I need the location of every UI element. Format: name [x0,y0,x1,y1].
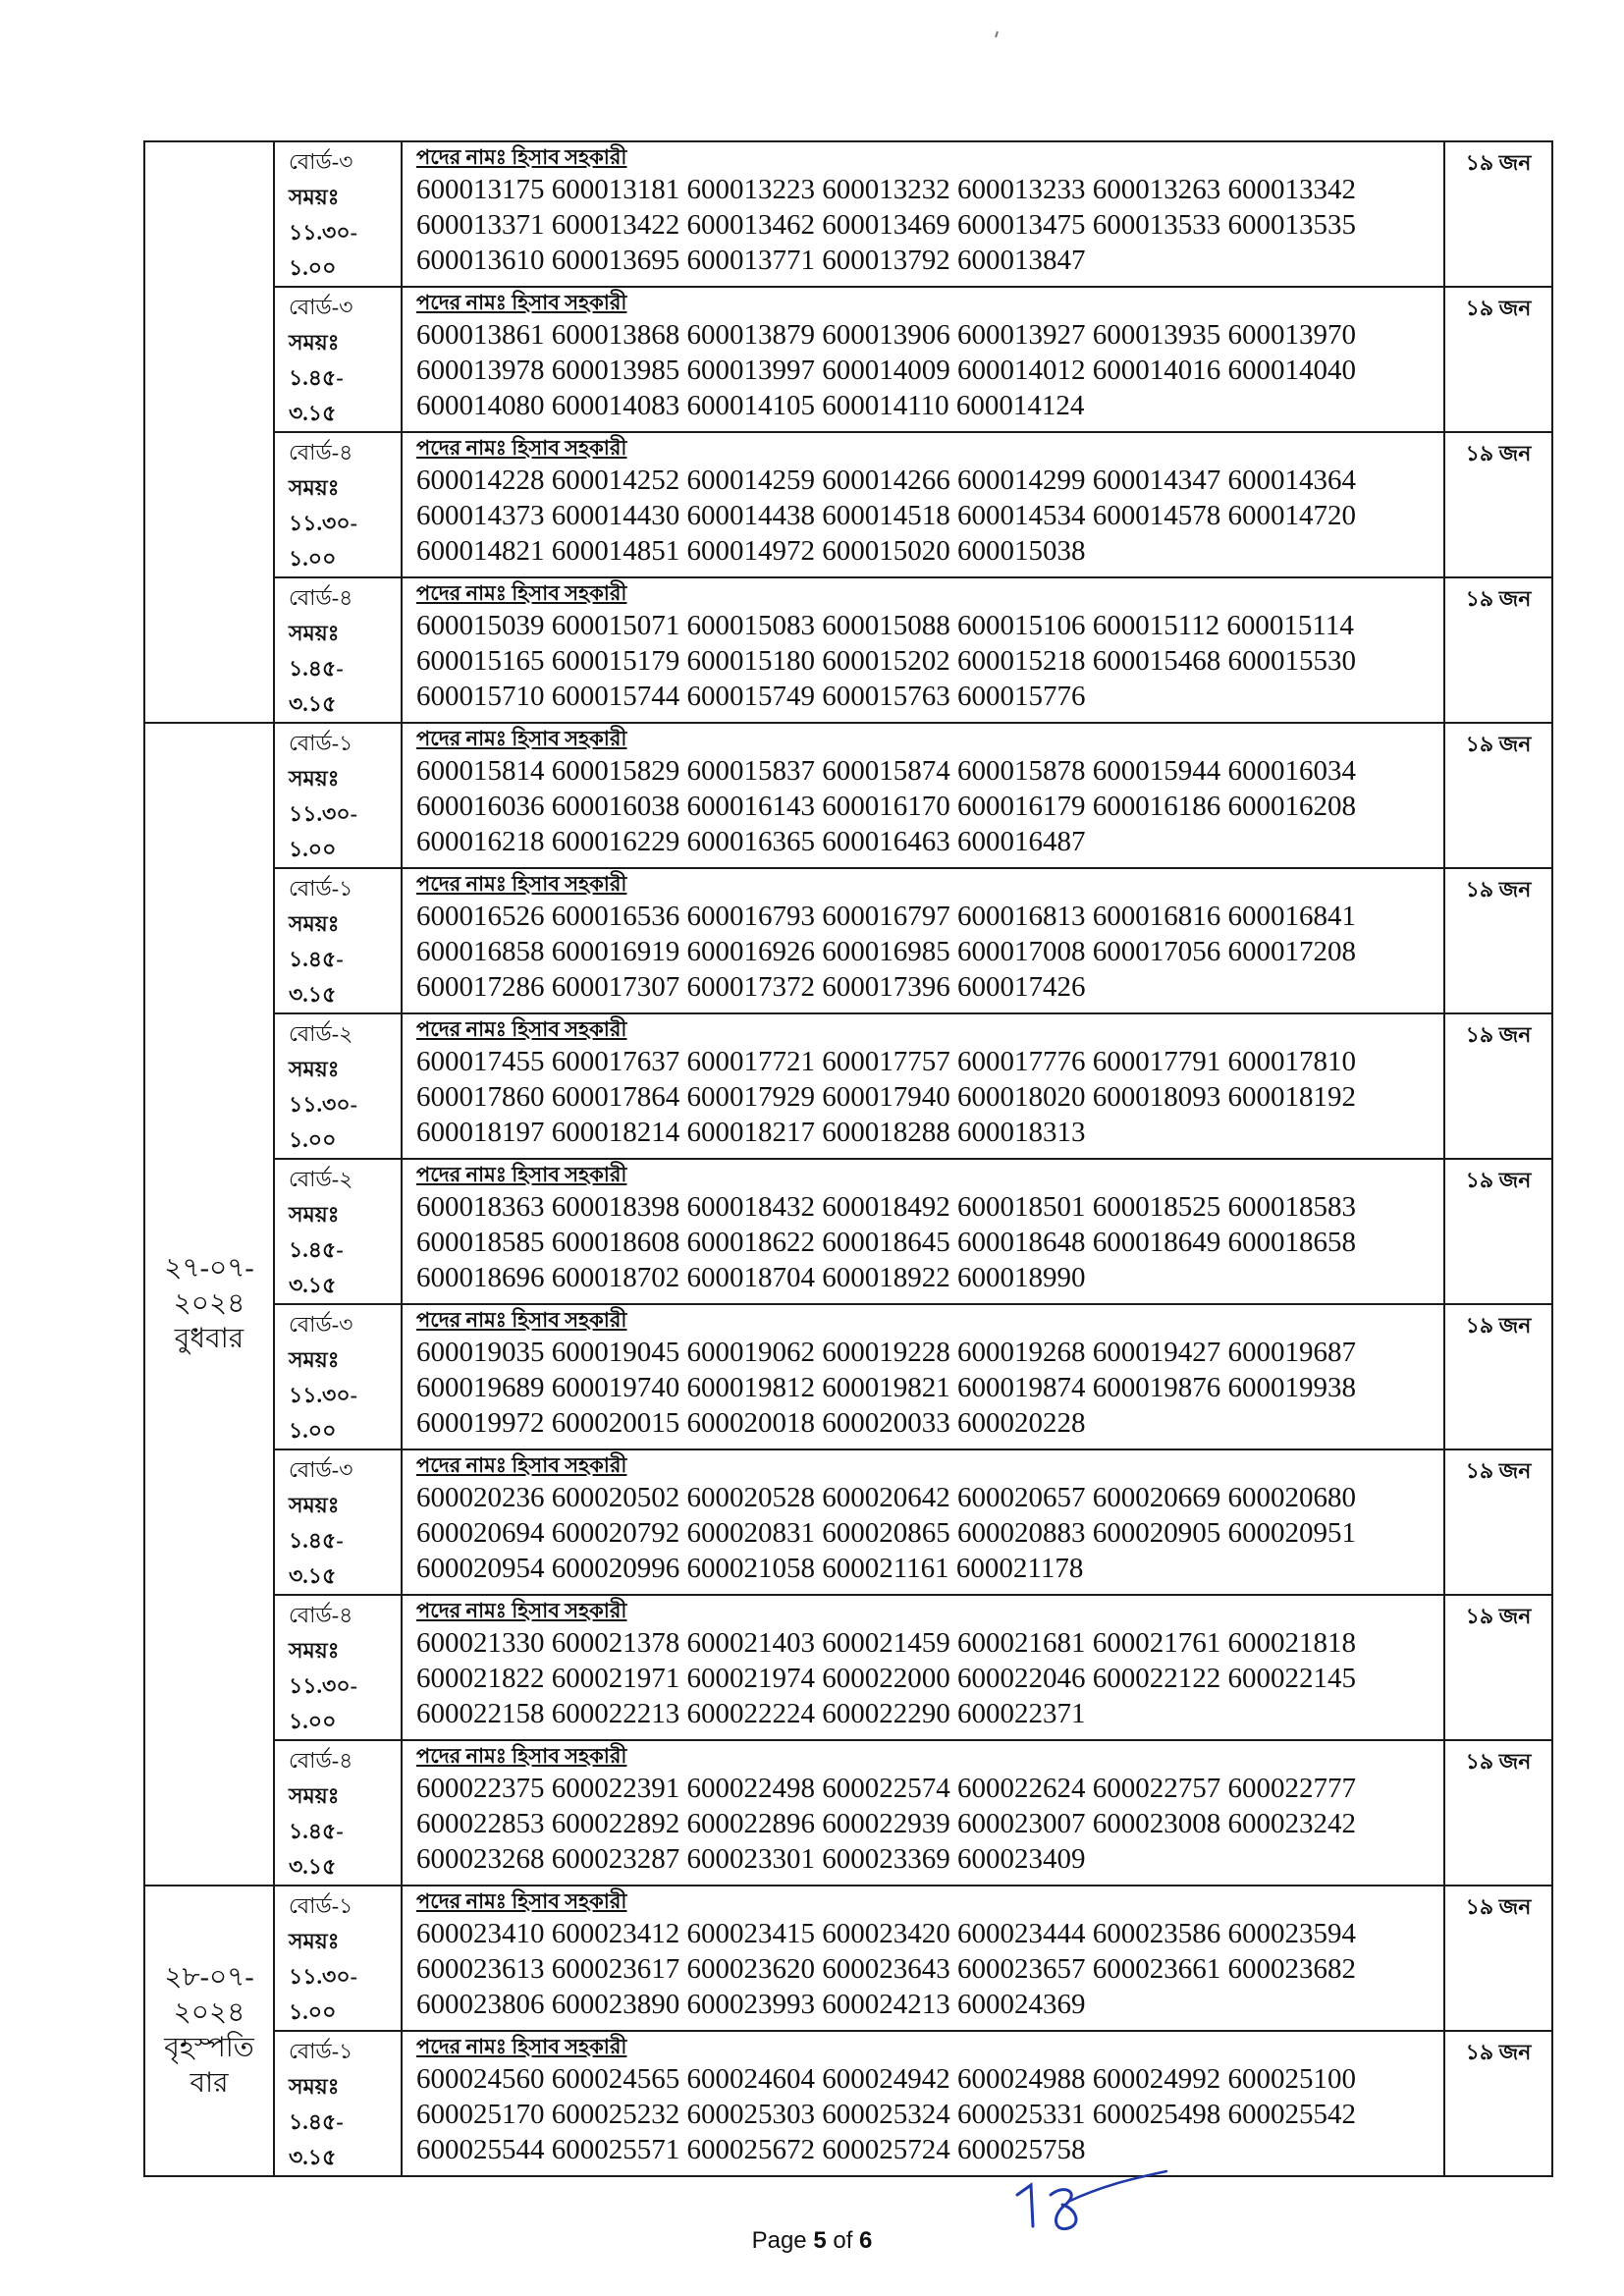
candidate-count: ১৯ জন [1444,723,1552,868]
roll-number-line: 600018363 600018398 600018432 600018492 600018501 600018525 600018583 [416,1191,1356,1223]
post-title: পদের নামঃ হিসাব সহকারী [416,872,627,896]
date-cell [144,723,274,1886]
board-label: বোর্ড-১ [289,1893,353,1918]
time-start: ১১.৩০- [289,1383,357,1407]
roll-number-line: 600016858 600016919 600016926 600016985 600017008 600017056 600017208 [416,936,1356,967]
board-label: বোর্ড-৩ [289,149,353,174]
page-number [0,2227,1624,2255]
roll-number-line: 600015814 600015829 600015837 600015874 600015878 600015944 600016034 [416,755,1356,787]
board-label: বোর্ড-৪ [289,1748,353,1773]
roll-number-line: 600013371 600013422 600013462 600013469 600013475 600013533 600013535 [416,209,1356,241]
time-start: ১.৪৫- [289,1237,344,1262]
schedule-row [144,1886,1552,2031]
time-end: ১.০০ [289,1709,337,1733]
time-start: ১.৪৫- [289,365,344,390]
roll-number-line: 600013978 600013985 600013997 600014009 600014012 600014016 600014040 [416,355,1356,386]
board-time-cell [274,287,402,432]
time-label: সময়ঃ [289,475,340,500]
roll-numbers-cell [402,287,1444,432]
time-label: সময়ঃ [289,621,340,645]
roll-numbers-cell [402,577,1444,723]
roll-number-line: 600018696 600018702 600018704 600018922 600018990 [416,1262,1086,1293]
post-title: পদের নামঃ হিসাব সহকারী [416,2035,627,2058]
board-label: বোর্ড-১ [289,731,353,755]
roll-numbers-cell [402,432,1444,577]
date-date: ২৭-০৭- [164,1253,254,1284]
schedule-row [144,432,1552,577]
date-date2: ২০২৪ [173,1288,245,1319]
date-date2: ২০২৪ [173,1997,245,2028]
schedule-row [144,287,1552,432]
roll-numbers-cell [402,1886,1444,2031]
board-time-cell [274,723,402,868]
post-title: পদের নামঃ হিসাব সহকারী [416,1163,627,1186]
candidate-count: ১৯ জন [1444,1740,1552,1886]
roll-number-line: 600023268 600023287 600023301 600023369 600023409 [416,1843,1086,1875]
post-title: পদের নামঃ হিসাব সহকারী [416,727,627,750]
time-start: ১১.৩০- [289,220,357,245]
time-label: সময়ঃ [289,1057,340,1081]
schedule-row [144,868,1552,1013]
roll-number-line: 600014228 600014252 600014259 600014266 600014299 600014347 600014364 [416,465,1356,496]
roll-number-line: 600021822 600021971 600021974 600022000 600022046 600022122 600022145 [416,1663,1356,1694]
roll-number-line: 600022853 600022892 600022896 600022939 600023007 600023008 600023242 [416,1808,1356,1839]
board-time-cell [274,1595,402,1740]
board-label: বোর্ড-৪ [289,440,353,465]
roll-number-line: 600017860 600017864 600017929 600017940 600018020 600018093 600018192 [416,1081,1356,1113]
board-label: বোর্ড-১ [289,2039,353,2063]
time-label: সময়ঃ [289,2074,340,2099]
date-day2: বার [189,2068,229,2099]
roll-number-line: 600022375 600022391 600022498 600022574 600022624 600022757 600022777 [416,1773,1356,1804]
time-start: ১১.৩০- [289,1092,357,1117]
schedule-row [144,1449,1552,1595]
board-label: বোর্ড-৪ [289,585,353,610]
time-label: সময়ঃ [289,1493,340,1517]
roll-number-line: 600014373 600014430 600014438 600014518 600014534 600014578 600014720 [416,500,1356,531]
post-title: পদের নামঃ হিসাব সহকারী [416,1599,627,1622]
time-start: ১.৪৫- [289,1528,344,1553]
candidate-count: ১৯ জন [1444,1304,1552,1449]
time-end: ৩.১৫ [289,1563,337,1588]
time-end: ১.০০ [289,255,337,280]
roll-number-line: 600019689 600019740 600019812 600019821 600019874 600019876 600019938 [416,1372,1356,1403]
schedule-row [144,1740,1552,1886]
time-start: ১.৪৫- [289,2109,344,2134]
candidate-count: ১৯ জন [1444,1595,1552,1740]
board-label: বোর্ড-৩ [289,295,353,319]
candidate-count: ১৯ জন [1444,1159,1552,1304]
candidate-count: ১৯ জন [1444,577,1552,723]
stray-pen-mark [992,27,1031,86]
candidate-count: ১৯ জন [1444,868,1552,1013]
roll-number-line: 600020236 600020502 600020528 600020642 600020657 600020669 600020680 [416,1482,1356,1513]
roll-numbers-cell [402,868,1444,1013]
roll-number-line: 600016218 600016229 600016365 600016463 600016487 [416,826,1086,857]
candidate-count: ১৯ জন [1444,141,1552,287]
candidate-count: ১৯ জন [1444,287,1552,432]
board-label: বোর্ড-৩ [289,1312,353,1337]
schedule-row [144,1159,1552,1304]
roll-numbers-cell [402,2031,1444,2176]
roll-number-line: 600013610 600013695 600013771 600013792 600013847 [416,245,1086,276]
time-end: ১.০০ [289,1999,337,2024]
roll-number-line: 600019972 600020015 600020018 600020033 600020228 [416,1407,1086,1439]
roll-numbers-cell [402,723,1444,868]
roll-number-line: 600020694 600020792 600020831 600020865 600020883 600020905 600020951 [416,1517,1356,1549]
board-time-cell [274,577,402,723]
roll-number-line: 600025170 600025232 600025303 600025324 600025331 600025498 600025542 [416,2099,1356,2130]
time-start: ১১.৩০- [289,1964,357,1989]
roll-number-line: 600023613 600023617 600023620 600023643 600023657 600023661 600023682 [416,1953,1356,1985]
roll-number-line: 600023410 600023412 600023415 600023420 600023444 600023586 600023594 [416,1918,1356,1949]
time-start: ১.৪৫- [289,1819,344,1843]
roll-number-line: 600014821 600014851 600014972 600015020 600015038 [416,535,1086,567]
post-title: পদের নামঃ হিসাব সহকারী [416,291,627,314]
roll-number-line: 600022158 600022213 600022224 600022290 600022371 [416,1698,1086,1729]
page-current: 5 [813,2227,827,2254]
board-label: বোর্ড-১ [289,876,353,901]
post-title: পদের নামঃ হিসাব সহকারী [416,1308,627,1332]
time-label: সময়ঃ [289,766,340,791]
post-title: পদের নামঃ হিসাব সহকারী [416,1744,627,1768]
roll-number-line: 600020954 600020996 600021058 600021161 600021178 [416,1553,1084,1584]
roll-number-line: 600013175 600013181 600013223 600013232 600013233 600013263 600013342 [416,174,1356,205]
candidate-count: ১৯ জন [1444,2031,1552,2176]
time-end: ৩.১৫ [289,1854,337,1879]
time-end: ৩.১৫ [289,982,337,1007]
time-end: ৩.১৫ [289,691,337,716]
board-time-cell [274,1013,402,1159]
roll-number-line: 600016526 600016536 600016793 600016797 600016813 600016816 600016841 [416,901,1356,932]
time-end: ৩.১৫ [289,401,337,425]
roll-number-line: 600023806 600023890 600023993 600024213 600024369 [416,1989,1086,2020]
roll-number-line: 600016036 600016038 600016143 600016170 600016179 600016186 600016208 [416,791,1356,822]
roll-numbers-cell [402,1595,1444,1740]
post-title: পদের নামঃ হিসাব সহকারী [416,1017,627,1041]
roll-number-line: 600024560 600024565 600024604 600024942 600024988 600024992 600025100 [416,2063,1356,2095]
date-day: বৃহস্পতি [164,2033,254,2063]
roll-number-line: 600014080 600014083 600014105 600014110 600014124 [416,390,1085,421]
date-date: ২৮-০৭- [164,1962,254,1993]
time-start: ১১.৩০- [289,1673,357,1698]
roll-numbers-cell [402,1449,1444,1595]
post-title: পদের নামঃ হিসাব সহকারী [416,1889,627,1913]
candidate-count: ১৯ জন [1444,1013,1552,1159]
roll-number-line: 600019035 600019045 600019062 600019228 600019268 600019427 600019687 [416,1337,1356,1368]
board-time-cell [274,141,402,287]
schedule-row [144,141,1552,287]
schedule-row [144,1013,1552,1159]
date-cell [144,1886,274,2176]
board-label: বোর্ড-৩ [289,1457,353,1482]
date-day: বুধবার [174,1324,244,1354]
post-title: পদের নামঃ হিসাব সহকারী [416,581,627,605]
board-time-cell [274,1740,402,1886]
roll-numbers-cell [402,141,1444,287]
time-label: সময়ঃ [289,1638,340,1663]
schedule-row [144,2031,1552,2176]
roll-numbers-cell [402,1159,1444,1304]
post-title: পদের নামঃ হিসাব সহকারী [416,145,627,169]
time-start: ১১.৩০- [289,801,357,826]
board-time-cell [274,1304,402,1449]
page-total: 6 [859,2227,873,2254]
time-start: ১১.৩০- [289,511,357,535]
roll-numbers-cell [402,1304,1444,1449]
roll-number-line: 600018197 600018214 600018217 600018288 600018313 [416,1117,1086,1148]
board-label: বোর্ড-২ [289,1021,353,1046]
time-label: সময়ঃ [289,330,340,355]
time-end: ৩.১৫ [289,2145,337,2169]
exam-schedule-table [143,140,1553,2177]
roll-numbers-cell [402,1740,1444,1886]
time-label: সময়ঃ [289,1783,340,1808]
exam-schedule-body [144,141,1552,2176]
schedule-row [144,1304,1552,1449]
post-title: পদের নামঃ হিসাব সহকারী [416,436,627,460]
candidate-count: ১৯ জন [1444,1886,1552,2031]
board-label: বোর্ড-২ [289,1167,353,1191]
roll-number-line: 600013861 600013868 600013879 600013906 600013927 600013935 600013970 [416,319,1356,351]
roll-number-line: 600018585 600018608 600018622 600018645 600018648 600018649 600018658 [416,1227,1356,1258]
roll-number-line: 600017286 600017307 600017372 600017396 600017426 [416,971,1086,1003]
schedule-row [144,577,1552,723]
candidate-count: ১৯ জন [1444,1449,1552,1595]
board-time-cell [274,868,402,1013]
date-cell [144,141,274,723]
page-prefix: Page [751,2227,814,2254]
board-time-cell [274,2031,402,2176]
board-label: বোর্ড-৪ [289,1603,353,1627]
roll-number-line: 600015165 600015179 600015180 600015202 600015218 600015468 600015530 [416,645,1356,677]
time-start: ১.৪৫- [289,947,344,971]
time-end: ১.০০ [289,1418,337,1443]
board-time-cell [274,1449,402,1595]
time-label: সময়ঃ [289,1202,340,1227]
roll-number-line: 600025544 600025571 600025672 600025724 600025758 [416,2134,1086,2165]
time-end: ১.০০ [289,837,337,861]
board-time-cell [274,1886,402,2031]
roll-numbers-cell [402,1013,1444,1159]
time-end: ১.০০ [289,1127,337,1152]
candidate-count: ১৯ জন [1444,432,1552,577]
board-time-cell [274,1159,402,1304]
schedule-row [144,723,1552,868]
time-label: সময়ঃ [289,1347,340,1372]
time-label: সময়ঃ [289,185,340,209]
roll-number-line: 600021330 600021378 600021403 600021459 600021681 600021761 600021818 [416,1627,1356,1659]
time-end: ১.০০ [289,546,337,571]
roll-number-line: 600017455 600017637 600017721 600017757 600017776 600017791 600017810 [416,1046,1356,1077]
board-time-cell [274,432,402,577]
post-title: পদের নামঃ হিসাব সহকারী [416,1453,627,1477]
roll-number-line: 600015710 600015744 600015749 600015763 600015776 [416,681,1086,712]
time-end: ৩.১৫ [289,1273,337,1297]
page-of: of [826,2227,860,2254]
time-start: ১.৪৫- [289,656,344,681]
time-label: সময়ঃ [289,1929,340,1953]
schedule-row [144,1595,1552,1740]
roll-number-line: 600015039 600015071 600015083 600015088 600015106 600015112 600015114 [416,610,1354,641]
time-label: সময়ঃ [289,911,340,936]
